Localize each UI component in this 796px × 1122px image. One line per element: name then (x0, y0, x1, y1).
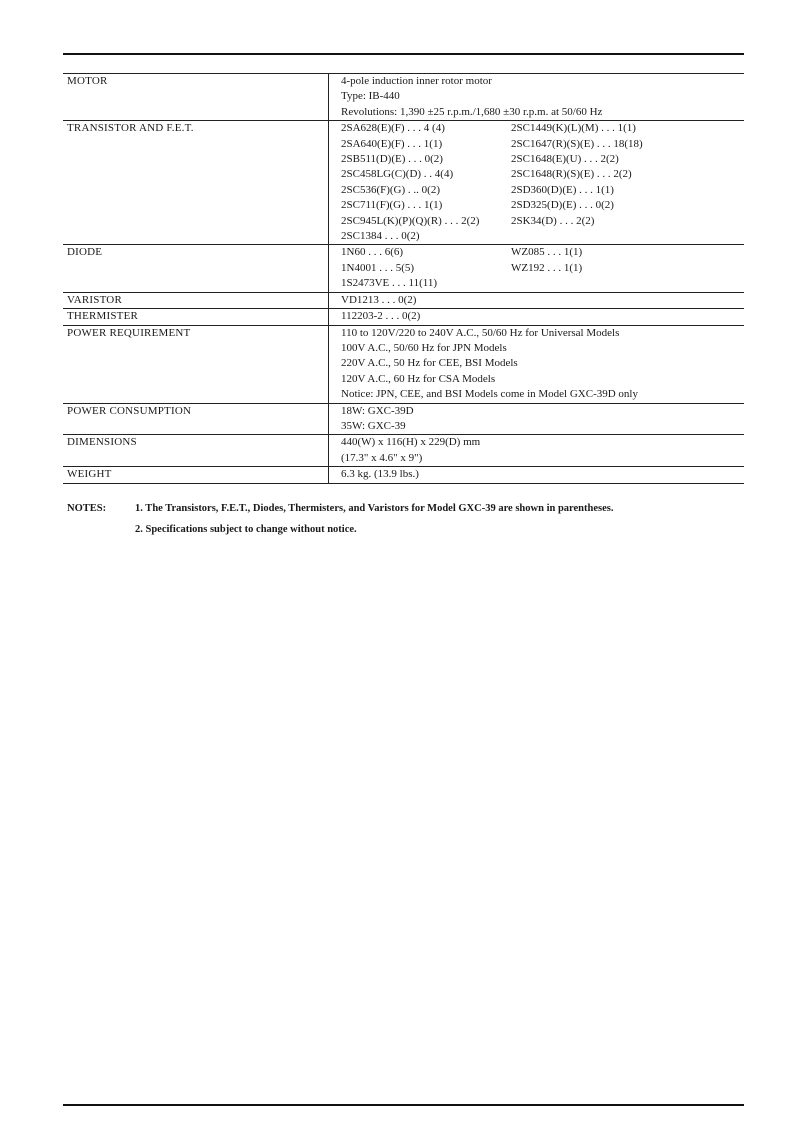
power-requirement-line: 110 to 120V/220 to 240V A.C., 50/60 Hz for Universal Models (341, 326, 620, 339)
diode-item: 1N4001 . . . 5(5) (341, 261, 415, 274)
spec-row-dimensions (63, 435, 744, 467)
diode-item: 1N60 . . . 6(6) (341, 246, 404, 259)
spec-value (329, 245, 745, 292)
motor-line: Revolutions: 1,390 ±25 r.p.m./1,680 ±30 r.p.m. at 50/60 Hz (341, 105, 603, 118)
diode-item: WZ192 . . . 1(1) (511, 261, 583, 274)
spec-row-motor (63, 74, 744, 121)
notes-list (135, 498, 755, 540)
spec-row-power-requirement (63, 325, 744, 403)
spec-value: VD1213 . . . 0(2) (329, 292, 745, 308)
motor-line: 4-pole induction inner rotor motor (341, 75, 492, 87)
dimensions-line: (17.3" x 4.6" x 9") (341, 451, 423, 464)
spec-value (329, 74, 745, 121)
spec-row-thermister (63, 309, 744, 325)
spec-value: 6.3 kg. (13.9 lbs.) (329, 467, 745, 483)
bottom-rule (63, 1104, 744, 1106)
spec-label: DIODE (67, 246, 103, 259)
transistor-item: 2SD325(D)(E) . . . 0(2) (511, 199, 614, 212)
power-consumption-line: 35W: GXC-39 (341, 419, 406, 432)
spec-row-transistor (63, 121, 744, 245)
transistor-item: 2SB511(D)(E) . . . 0(2) (341, 153, 443, 166)
power-requirement-line: 220V A.C., 50 Hz for CEE, BSI Models (341, 357, 518, 370)
transistor-item-empty (511, 229, 744, 244)
transistor-item: 2SC1647(R)(S)(E) . . . 18(18) (511, 137, 643, 150)
transistor-item: 2SC536(F)(G) . .. 0(2) (341, 183, 440, 196)
spec-row-diode (63, 245, 744, 292)
spec-label: THERMISTER (67, 310, 139, 323)
transistor-item: 2SA640(E)(F) . . . 1(1) (341, 137, 443, 150)
spec-value (329, 325, 745, 403)
diode-item: WZ085 . . . 1(1) (511, 246, 583, 259)
spec-value (329, 403, 745, 435)
dimensions-line: 440(W) x 116(H) x 229(D) mm (341, 436, 481, 449)
notes-heading: NOTES: (67, 503, 107, 514)
transistor-item: 2SC711(F)(G) . . . 1(1) (341, 199, 443, 212)
power-consumption-line: 18W: GXC-39D (341, 404, 414, 417)
power-requirement-line: Notice: JPN, CEE, and BSI Models come in Model GXC-39D only (341, 388, 638, 401)
top-rule (63, 53, 744, 55)
spec-label: POWER REQUIREMENT (67, 326, 191, 339)
diode-item-empty (511, 276, 744, 291)
spec-row-varistor (63, 292, 744, 308)
spec-label: DIMENSIONS (67, 436, 137, 449)
power-requirement-line: 100V A.C., 50/60 Hz for JPN Models (341, 341, 507, 354)
transistor-item: 2SC458LG(C)(D) . . 4(4) (341, 168, 454, 181)
spec-row-power-consumption (63, 403, 744, 435)
transistor-item: 2SA628(E)(F) . . . 4 (4) (341, 122, 445, 135)
spec-value: 112203-2 . . . 0(2) (329, 309, 745, 325)
note-item: 1. The Transistors, F.E.T., Diodes, Thermisters, and Varistors for Model GXC-39 are shown in parentheses. (135, 503, 614, 514)
spec-label: VARISTOR (67, 293, 122, 306)
transistor-item: 2SC1384 . . . 0(2) (341, 230, 420, 243)
transistor-item: 2SC945L(K)(P)(Q)(R) . . . 2(2) (341, 214, 480, 227)
spec-label: POWER CONSUMPTION (67, 404, 192, 417)
motor-line: Type: IB-440 (341, 90, 400, 103)
spec-label: WEIGHT (67, 468, 112, 481)
spec-value (329, 121, 745, 245)
transistor-item: 2SC1648(R)(S)(E) . . . 2(2) (511, 168, 632, 181)
transistor-item: 2SK34(D) . . . 2(2) (511, 214, 595, 227)
power-requirement-line: 120V A.C., 60 Hz for CSA Models (341, 372, 496, 385)
spec-label: TRANSISTOR AND F.E.T. (67, 122, 194, 135)
spec-value (329, 435, 745, 467)
transistor-item: 2SC1449(K)(L)(M) . . . 1(1) (511, 122, 636, 135)
specifications-table (63, 73, 744, 484)
spec-row-weight (63, 467, 744, 483)
transistor-item: 2SD360(D)(E) . . . 1(1) (511, 183, 614, 196)
spec-label: MOTOR (67, 75, 108, 87)
diode-item: 1S2473VE . . . 11(11) (341, 277, 438, 290)
transistor-item: 2SC1648(E)(U) . . . 2(2) (511, 153, 619, 166)
note-item: 2. Specifications subject to change without notice. (135, 524, 357, 535)
